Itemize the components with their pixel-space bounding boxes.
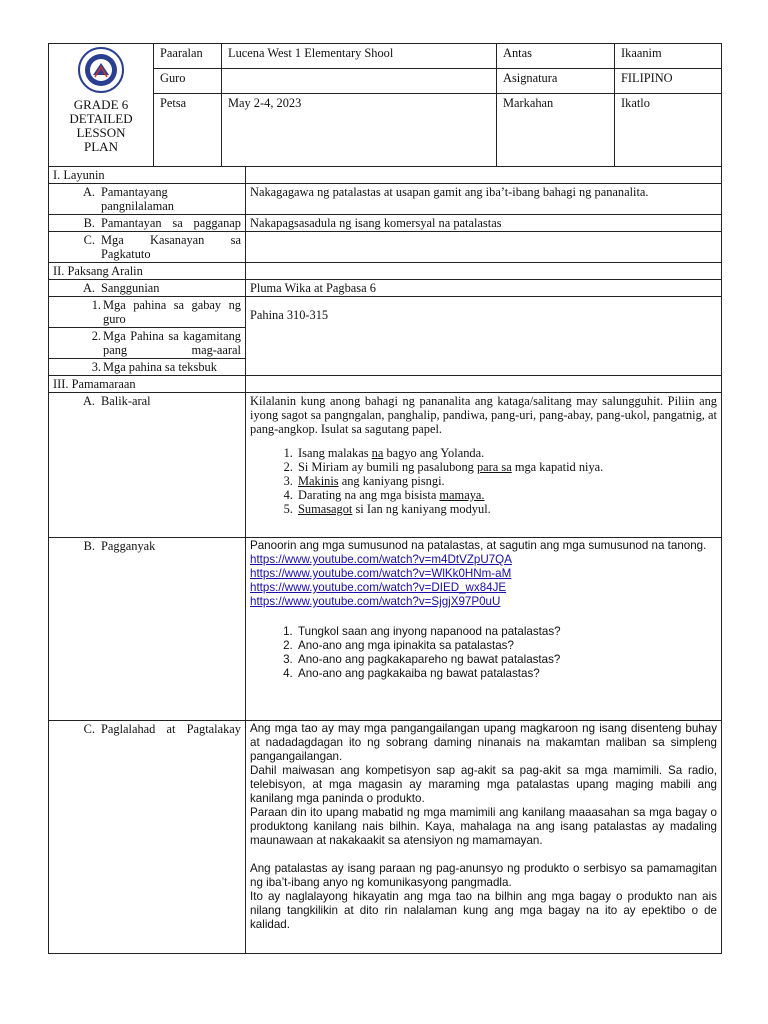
layunin-b-label: B. Pamantayan sa pagganap (49, 215, 246, 232)
section-paksa-title: II. Paksang Aralin (49, 263, 246, 280)
list-item: 2. Si Miriam ay bumili ng pasalubong para sa mga kapatid niya. (296, 460, 717, 474)
quarter-value: Ikatlo (615, 94, 722, 167)
balik-aral-label: A. Balik-aral (49, 393, 246, 538)
list-item: 3. Makinis ang kaniyang pisngi. (296, 474, 717, 488)
paragraph: Ito ay naglalayong hikayatin ang mga tao na bilhin ang mga bagay o produkto nan ais nilang tangkilikin at dito rin nalalaman kung ang mga bagay na ito ay epektibo o de kalidad. (250, 890, 717, 931)
paksa-s1-label: 1. Mga pahina sa gabay ng guro (49, 297, 246, 328)
grade-level-value: Ikaanim (615, 44, 722, 69)
teacher-label: Guro (154, 69, 222, 94)
section-pamamaraan-title: III. Pamamaraan (49, 376, 246, 393)
deped-seal-icon (77, 47, 125, 93)
date-label: Petsa (154, 94, 222, 167)
list-item: 1. Tungkol saan ang inyong napanood na patalastas? (296, 625, 717, 639)
layunin-c-value (246, 232, 722, 263)
list-item: 3. Ano-ano ang pagkakapareho ng bawat patalastas? (296, 653, 717, 667)
layunin-b-value: Nakapagsasadula ng isang komersyal na patalastas (246, 215, 722, 232)
paksa-s3-label: 3. Mga pahina sa teksbuk (49, 359, 246, 376)
list-item: 5. Sumasagot si Ian ng kaniyang modyul. (296, 502, 717, 516)
list-item: 2. Ano-ano ang mga ipinakita sa patalastas? (296, 639, 717, 653)
balik-aral-instructions: Kilalanin kung anong bahagi ng pananalita ang kataga/salitang may salungguhit. Piliin ang iyong sagot sa pangngalan, panghalip, pandiwa, pang-uri, pang-abay, pang-ukol, pangatnig, at pang-angkop. Isulat sa sagutang papel. (250, 394, 717, 436)
list-item: 1. Isang malakas na bagyo ang Yolanda. (296, 446, 717, 460)
grade-level-label: Antas (497, 44, 615, 69)
list-item: 4. Darating na ang mga bisista mamaya. (296, 488, 717, 502)
paglalahad-content (246, 721, 722, 954)
header-table (48, 43, 722, 167)
paksa-s2-label: 2. Mga Pahina sa kagamitang pang mag-aaral (49, 328, 246, 359)
subject-label: Asignatura (497, 69, 615, 94)
paksa-a-value: Pluma Wika at Pagbasa 6 (246, 280, 722, 297)
balik-aral-content (246, 393, 722, 538)
video-link-3[interactable]: https://www.youtube.com/watch?v=DIED_wx84JE (250, 581, 507, 594)
lesson-plan-page (48, 43, 721, 954)
video-link-2[interactable]: https://www.youtube.com/watch?v=WlKk0HNm-aM (250, 567, 512, 580)
pagganyak-content (246, 538, 722, 721)
pagganyak-questions (250, 625, 717, 681)
pagganyak-label: B. Pagganyak (49, 538, 246, 721)
paragraph: Ang mga tao ay may mga pangangailangan upang magkaroon ng isang disenteng buhay at nadadagdagan ito ng sobrang daming ninanais na makamtan maliban sa simpleng pangangailangan. (250, 722, 717, 763)
lesson-table (48, 166, 722, 954)
school-label: Paaralan (154, 44, 222, 69)
paragraph: Ang patalastas ay isang paraan ng pag-anunsyo ng produkto o serbisyo sa pamamagitan ng iba’t-ibang anyo ng komunikasyong pangmadla. (250, 862, 717, 889)
quarter-label: Markahan (497, 94, 615, 167)
pagganyak-instructions: Panoorin ang mga sumusunod na patalastas, at sagutin ang mga sumusunod na tanong. (250, 539, 707, 552)
paksa-a-label: A. Sanggunian (49, 280, 246, 297)
video-link-1[interactable]: https://www.youtube.com/watch?v=m4DtVZpU7QA (250, 553, 512, 566)
paragraph: Paraan din ito upang mabatid ng mga mamimili ang kanilang maaasahan sa mga bagay o produktong kanilang nais bilhin. Kaya, mahalaga na ang isang patalastas ay madaling maunawaan at nakakaakit sa atensiyon ng mamamayan. (250, 806, 717, 847)
list-item: 4. Ano-ano ang pagkakaiba ng bawat patalastas? (296, 667, 717, 681)
grade-title: GRADE 6 DETAILED LESSON PLAN (69, 97, 133, 154)
logo-cell (49, 44, 154, 167)
date-value: May 2-4, 2023 (222, 94, 497, 167)
subject-value: FILIPINO (615, 69, 722, 94)
video-link-4[interactable]: https://www.youtube.com/watch?v=SjgjX97P0uU (250, 595, 501, 608)
paragraph: Dahil maiwasan ang kompetisyon sap ag-akit sa pag-akit sa mga mamimili. Sa radio, telebisyon, at mga magasin ay maraming mga patalastas upang maging mabili ang kanilang mga paninda o produkto. (250, 764, 717, 805)
school-value: Lucena West 1 Elementary Shool (222, 44, 497, 69)
teacher-value (222, 69, 497, 94)
video-links (250, 553, 717, 609)
paglalahad-label: C. Paglalahad at Pagtalakay (49, 721, 246, 954)
layunin-a-label: A. Pamantayang pangnilalaman (49, 184, 246, 215)
section-layunin-title: I. Layunin (49, 167, 246, 184)
balik-aral-list (250, 446, 717, 516)
paksa-pages-value: Pahina 310-315 (246, 297, 722, 376)
layunin-a-value: Nakagagawa ng patalastas at usapan gamit ang iba’t-ibang bahagi ng pananalita. (246, 184, 722, 215)
layunin-c-label: C. Mga Kasanayan sa Pagkatuto (49, 232, 246, 263)
